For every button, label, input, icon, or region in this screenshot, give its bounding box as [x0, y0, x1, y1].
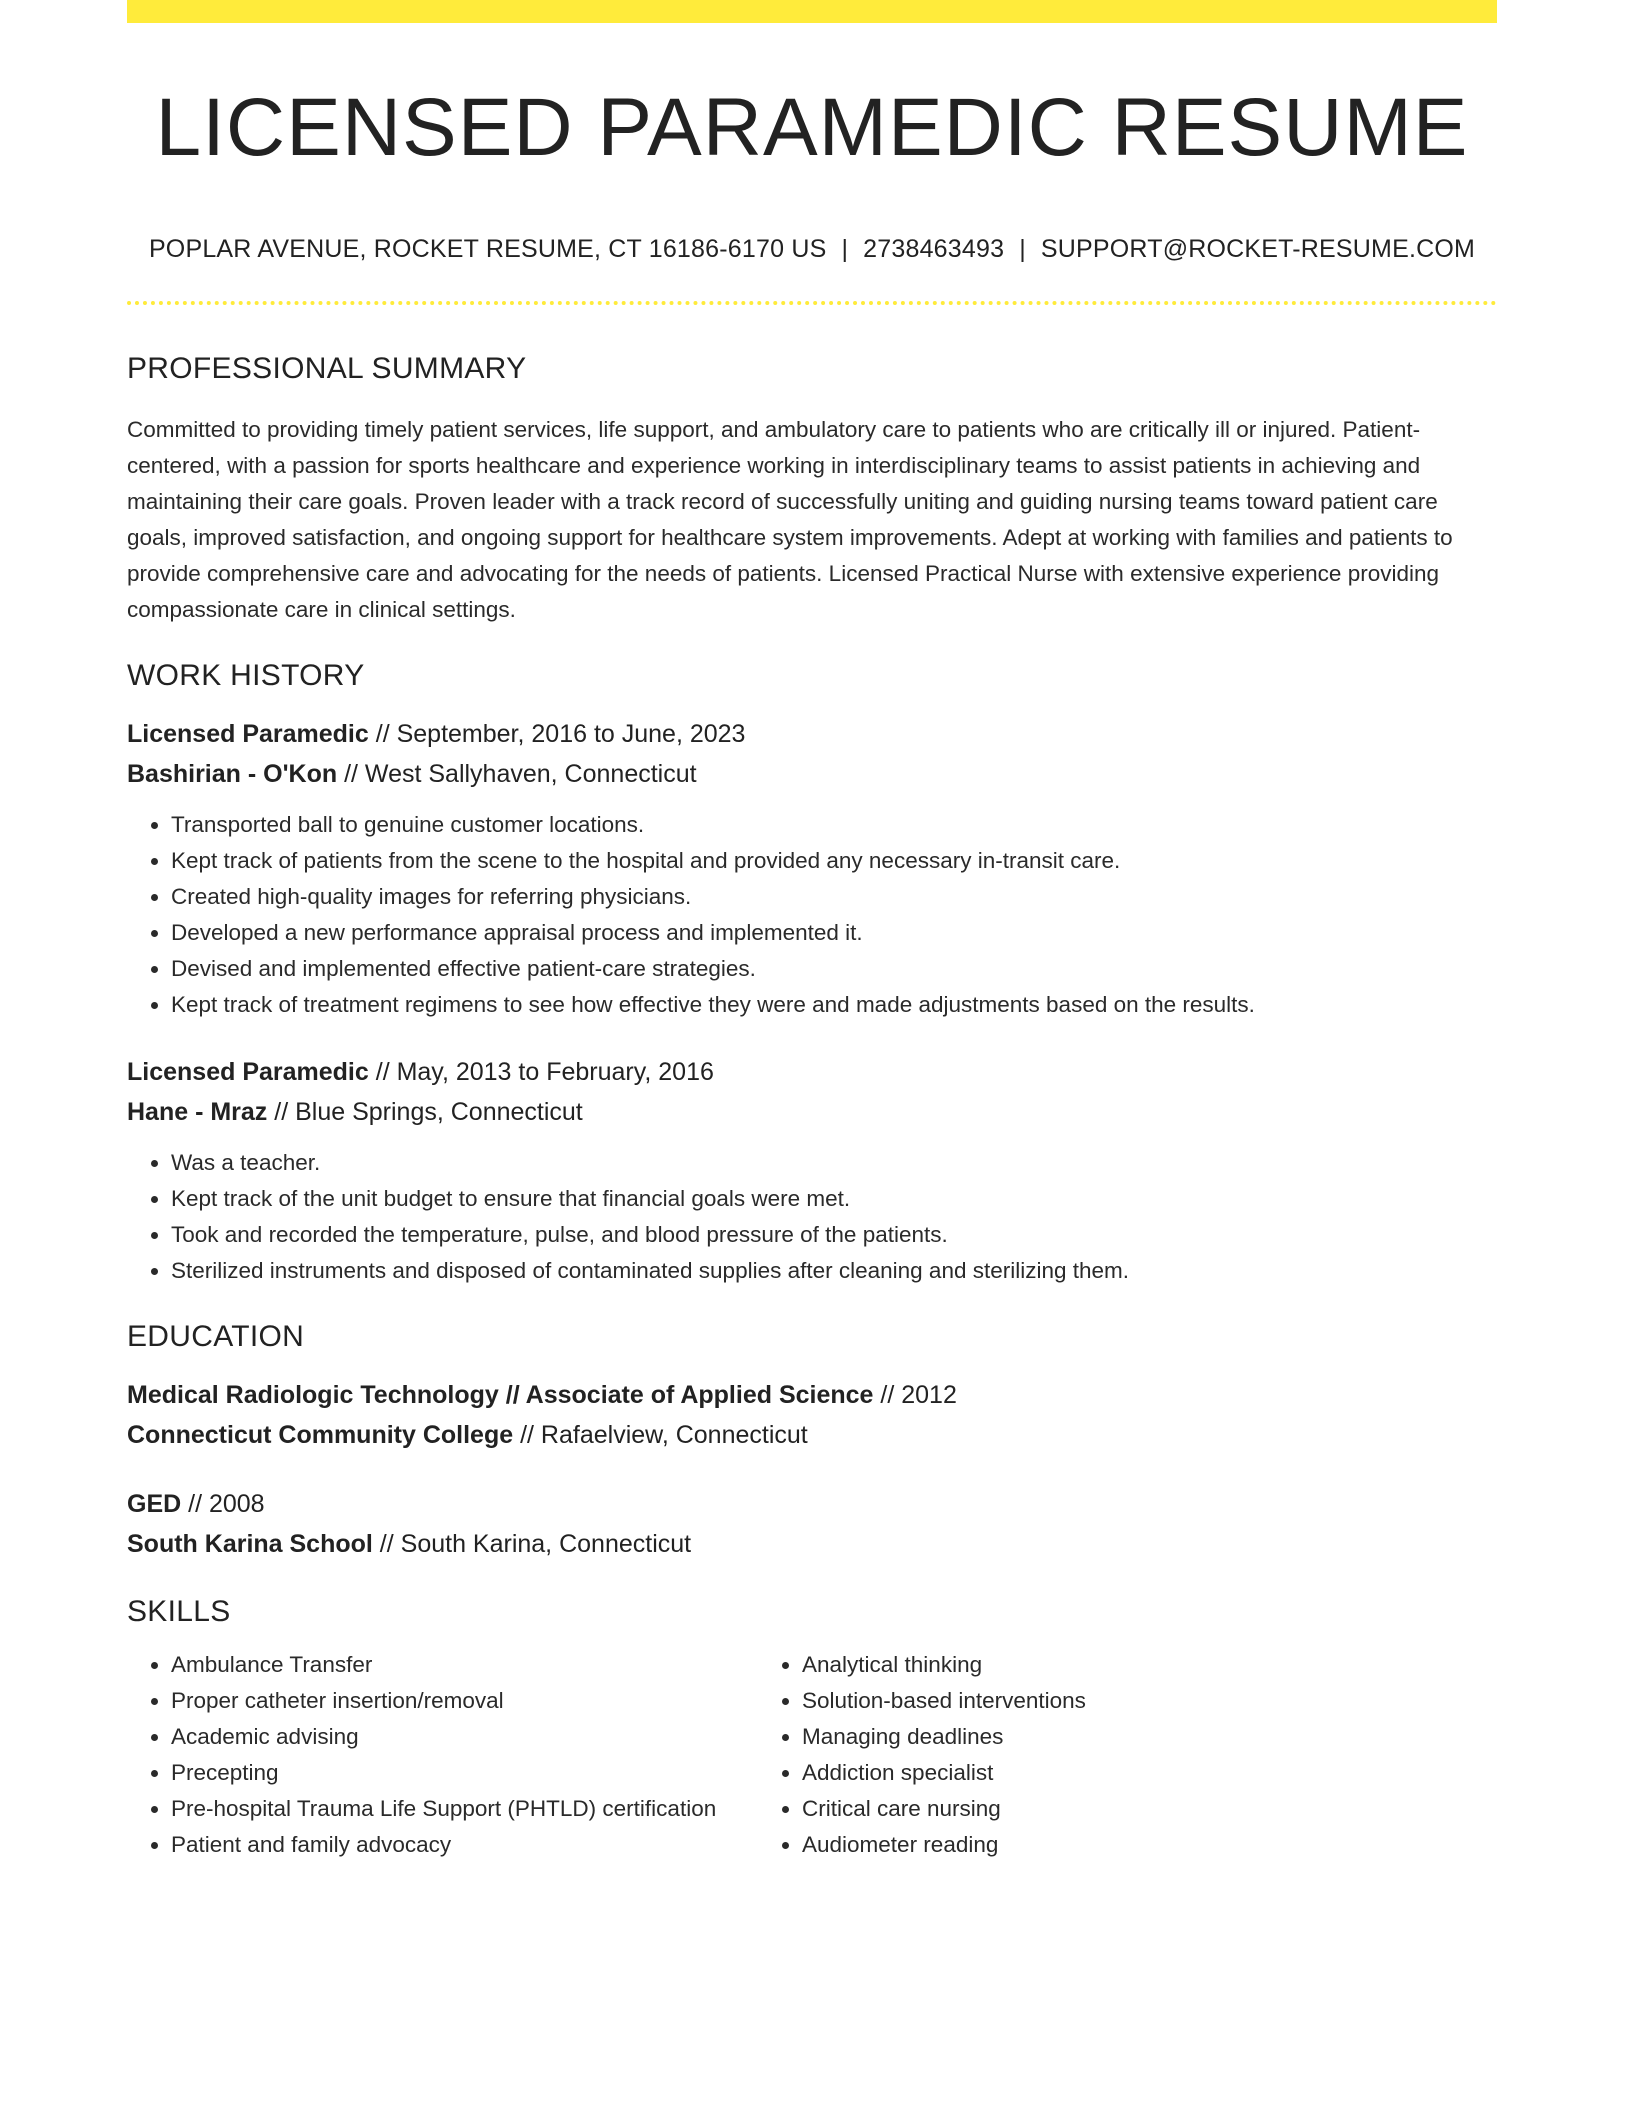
school-name: South Karina School — [127, 1530, 373, 1559]
skill-item: • Proper catheter insertion/removal — [171, 1683, 758, 1719]
contact-address: POPLAR AVENUE, ROCKET RESUME, CT 16186-6170 US — [148, 235, 827, 264]
skill-item: • Academic advising — [171, 1719, 758, 1755]
skill-item: • Ambulance Transfer — [171, 1647, 758, 1683]
job-entry — [127, 1052, 1497, 1289]
accent-top-bar — [127, 0, 1497, 23]
school-location: // South Karina, Connecticut — [372, 1530, 692, 1559]
list-item: • Was a teacher. — [171, 1145, 1497, 1181]
list-item: • Kept track of treatment regimens to see how effective they were and made adjustments based on the results. — [171, 987, 1497, 1023]
skills-heading: SKILLS — [127, 1595, 231, 1629]
job-title: Licensed Paramedic — [127, 720, 369, 749]
job-dates: // May, 2013 to February, 2016 — [368, 1058, 714, 1087]
skill-item: • Pre-hospital Trauma Life Support (PHTLD) certification — [171, 1791, 758, 1827]
job-dates: // September, 2016 to June, 2023 — [368, 720, 746, 749]
skill-item: • Solution-based interventions — [802, 1683, 1389, 1719]
list-item: • Developed a new performance appraisal process and implemented it. — [171, 915, 1497, 951]
job-title-line — [127, 1052, 1497, 1092]
skills-grid — [127, 1647, 1497, 1863]
skill-item: • Precepting — [171, 1755, 758, 1791]
job-entry — [127, 714, 1497, 1023]
list-item: • Kept track of the unit budget to ensure that financial goals were met. — [171, 1181, 1497, 1217]
dotted-divider — [127, 301, 1497, 305]
list-item: • Kept track of patients from the scene to the hospital and provided any necessary in-transit care. — [171, 843, 1497, 879]
degree: Medical Radiologic Technology // Associate of Applied Science — [127, 1381, 874, 1410]
job-company: Hane - Mraz — [127, 1098, 268, 1127]
graduation-year: // 2008 — [181, 1490, 265, 1519]
job-duties-list — [127, 807, 1497, 1023]
job-company: Bashirian - O'Kon — [127, 760, 338, 789]
list-item: • Transported ball to genuine customer locations. — [171, 807, 1497, 843]
list-item: • Created high-quality images for referring physicians. — [171, 879, 1497, 915]
contact-line — [127, 235, 1497, 264]
skills-list-right — [758, 1647, 1389, 1863]
resume-title: LICENSED PARAMEDIC RESUME — [155, 82, 1469, 173]
education-entry — [127, 1375, 1497, 1455]
job-location: // West Sallyhaven, Connecticut — [337, 760, 697, 789]
work-history-heading: WORK HISTORY — [127, 659, 365, 693]
skills-list-left — [127, 1647, 758, 1863]
contact-phone: 2738463493 — [863, 235, 1005, 264]
contact-separator: | — [1019, 235, 1026, 264]
resume-page — [127, 0, 1497, 1863]
skill-item: • Critical care nursing — [802, 1791, 1389, 1827]
job-title-line — [127, 714, 1497, 754]
list-item: • Devised and implemented effective patient-care strategies. — [171, 951, 1497, 987]
degree-line — [127, 1484, 1497, 1524]
education-heading: EDUCATION — [127, 1320, 305, 1354]
job-location: // Blue Springs, Connecticut — [267, 1098, 583, 1127]
school-location: // Rafaelview, Connecticut — [513, 1421, 808, 1450]
skill-item: • Addiction specialist — [802, 1755, 1389, 1791]
school-name: Connecticut Community College — [127, 1421, 514, 1450]
school-line — [127, 1415, 1497, 1455]
skill-item: • Audiometer reading — [802, 1827, 1389, 1863]
skill-item: • Patient and family advocacy — [171, 1827, 758, 1863]
school-line — [127, 1524, 1497, 1564]
contact-separator: | — [841, 235, 849, 264]
list-item: • Took and recorded the temperature, pulse, and blood pressure of the patients. — [171, 1217, 1497, 1253]
education-entry — [127, 1484, 1497, 1564]
skill-item: • Managing deadlines — [802, 1719, 1389, 1755]
contact-email: SUPPORT@ROCKET-RESUME.COM — [1040, 235, 1476, 264]
summary-heading: PROFESSIONAL SUMMARY — [127, 352, 527, 386]
degree: GED — [127, 1490, 182, 1519]
job-title: Licensed Paramedic — [127, 1058, 369, 1087]
job-company-line — [127, 1092, 1497, 1132]
summary-text: Committed to providing timely patient services, life support, and ambulatory care to patients who are critically ill or injured. Patient-centered, with a passion for sports healthcare and experience working in interdisciplinary teams to assist patients in achieving and maintaining their care goals. Proven leader with a track record of successfully uniting and guiding nursing teams toward patient care goals, improved satisfaction, and ongoing support for healthcare system improvements. Adept at working with families and patients to provide comprehensive care and advocating for the needs of patients. Licensed Practical Nurse with extensive experience providing compassionate care in clinical settings. — [127, 417, 1453, 623]
degree-line — [127, 1375, 1497, 1415]
list-item: • Sterilized instruments and disposed of contaminated supplies after cleaning and sterilizing them. — [171, 1253, 1497, 1289]
job-company-line — [127, 754, 1497, 794]
job-duties-list — [127, 1145, 1497, 1289]
graduation-year: // 2012 — [873, 1381, 957, 1410]
skill-item: • Analytical thinking — [802, 1647, 1389, 1683]
